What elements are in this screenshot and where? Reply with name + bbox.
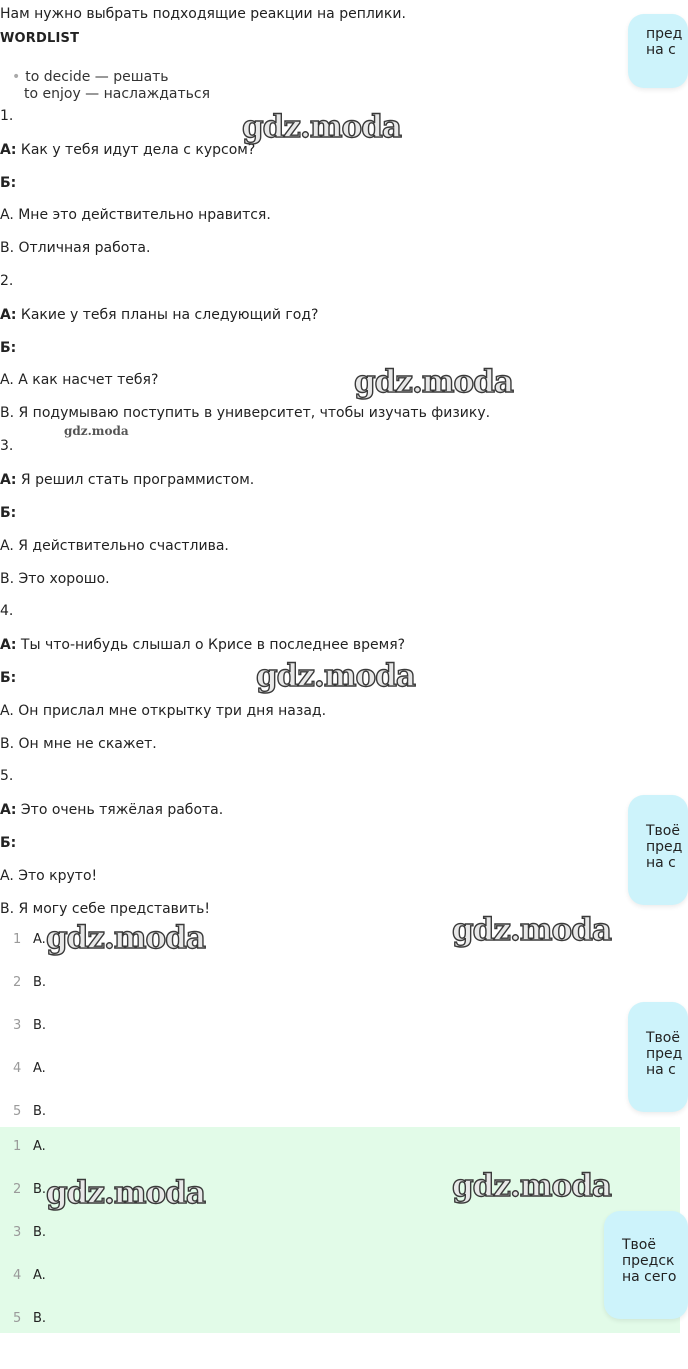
- answer-number: 3: [13, 1225, 22, 1240]
- watermark-logo: gdz.moda: [46, 920, 205, 956]
- watermark-logo: gdz.moda: [242, 109, 401, 145]
- dialogue-option-a: A. А как насчет тебя?: [0, 372, 159, 388]
- bubble-text: на с: [646, 855, 676, 871]
- dialogue-option-b: B. Это хорошо.: [0, 571, 110, 587]
- bubble-text: Твоё: [622, 1237, 656, 1253]
- dialogue-speaker-b: Б:: [0, 670, 17, 686]
- answer-value: A.: [33, 1139, 46, 1154]
- watermark-logo: gdz.moda: [452, 1168, 611, 1204]
- dialogue-option-a: A. Мне это действительно нравится.: [0, 207, 271, 223]
- bubble-text: на с: [646, 42, 676, 58]
- answer-value: B.: [33, 1018, 47, 1033]
- bubble-text: на сего: [622, 1269, 677, 1285]
- chat-bubble[interactable]: [628, 1002, 688, 1112]
- answer-value: B.: [33, 1225, 47, 1240]
- answer-value: B.: [33, 1104, 47, 1119]
- answer-value: A.: [33, 1268, 46, 1283]
- wordlist-clipped: [0, 86, 260, 103]
- answer-value: A.: [33, 932, 46, 947]
- answer-number: 2: [13, 1182, 22, 1197]
- wordlist-item: • to decide — решать: [12, 69, 169, 85]
- intro-text: Нам нужно выбрать подходящие реакции на реплики.: [0, 6, 406, 22]
- wordlist-item: to enjoy — наслаждаться: [24, 86, 210, 102]
- answer-value: B.: [33, 1182, 47, 1197]
- watermark-logo: gdz.moda: [64, 424, 129, 438]
- answer-number: 1: [13, 1139, 22, 1154]
- bubble-text: Твоё: [646, 823, 680, 839]
- answer-number: 4: [13, 1061, 22, 1076]
- chat-bubble[interactable]: [628, 14, 688, 88]
- answer-number: 4: [13, 1268, 22, 1283]
- bubble-text: пред: [646, 1046, 683, 1062]
- answer-value: A.: [33, 1061, 46, 1076]
- dialogue-line-a: А: Ты что-нибудь слышал о Крисе в последнее время?: [0, 637, 406, 653]
- answer-row: [0, 1017, 680, 1060]
- dialogue-option-b: B. Я могу себе представить!: [0, 901, 211, 917]
- dialogue-line-a: А: Какие у тебя планы на следующий год?: [0, 307, 319, 323]
- answer-number: 2: [13, 975, 22, 990]
- bubble-text: пред: [646, 26, 683, 42]
- watermark-logo: gdz.moda: [256, 658, 415, 694]
- dialogue-option-a: A. Я действительно счастлива.: [0, 538, 229, 554]
- bullet-icon: •: [12, 69, 21, 85]
- answer-row: [0, 1060, 680, 1103]
- answer-row: [0, 1310, 680, 1353]
- watermark-logo: gdz.moda: [452, 912, 611, 948]
- bubble-text: Твоё: [646, 1030, 680, 1046]
- answer-row: [0, 974, 680, 1017]
- dialogue-number: 5.: [0, 768, 14, 784]
- dialogue-option-a: A. Это круто!: [0, 868, 98, 884]
- answer-value: B.: [33, 975, 47, 990]
- answer-number: 3: [13, 1018, 22, 1033]
- answer-number: 5: [13, 1311, 22, 1326]
- answer-row: [0, 1267, 680, 1310]
- bubble-text: на с: [646, 1062, 676, 1078]
- dialogue-number: 4.: [0, 603, 14, 619]
- dialogue-speaker-b: Б:: [0, 505, 17, 521]
- bubble-text: пред: [646, 839, 683, 855]
- bubble-text: предск: [622, 1253, 675, 1269]
- chat-bubble[interactable]: [604, 1211, 688, 1319]
- watermark-logo: gdz.moda: [354, 364, 513, 400]
- dialogue-number: 3.: [0, 438, 14, 454]
- answer-row: [0, 1224, 680, 1267]
- dialogue-line-a: А: Я решил стать программистом.: [0, 472, 255, 488]
- wordlist-title: WORDLIST: [0, 31, 80, 46]
- dialogue-speaker-b: Б:: [0, 835, 17, 851]
- answer-number: 5: [13, 1104, 22, 1119]
- dialogue-option-b: B. Отличная работа.: [0, 240, 151, 256]
- dialogue-number: 1.: [0, 108, 14, 124]
- watermark-logo: gdz.moda: [46, 1175, 205, 1211]
- dialogue-speaker-b: Б:: [0, 175, 17, 191]
- dialogue-speaker-b: Б:: [0, 340, 17, 356]
- chat-bubble[interactable]: [628, 795, 688, 905]
- dialogue-line-a: А: Как у тебя идут дела с курсом?: [0, 142, 256, 158]
- dialogue-number: 2.: [0, 273, 14, 289]
- dialogue-option-b: B. Он мне не скажет.: [0, 736, 157, 752]
- dialogue-option-b: B. Я подумываю поступить в университет, чтобы изучать физику.: [0, 405, 491, 421]
- answer-number: 1: [13, 932, 22, 947]
- dialogue-option-a: A. Он прислал мне открытку три дня назад.: [0, 703, 327, 719]
- answer-value: B.: [33, 1311, 47, 1326]
- dialogue-line-a: А: Это очень тяжёлая работа.: [0, 802, 224, 818]
